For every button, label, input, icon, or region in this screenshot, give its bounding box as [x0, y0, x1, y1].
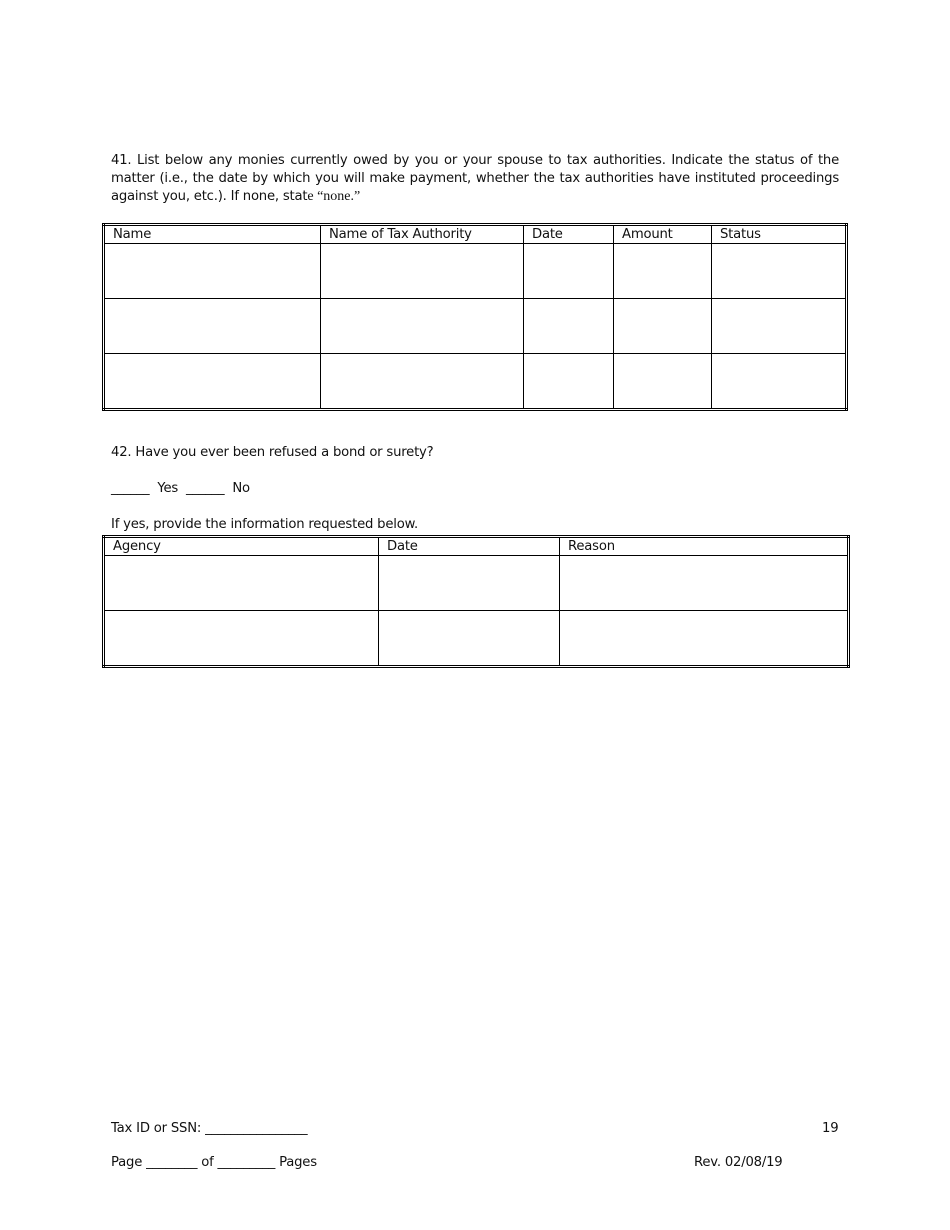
reason-cell[interactable] [560, 556, 849, 611]
table-header-row [104, 537, 849, 556]
date-cell[interactable] [379, 611, 560, 667]
col-header-date: Date [379, 537, 560, 556]
name-cell[interactable] [104, 354, 321, 410]
amount-cell[interactable] [614, 354, 712, 410]
page-count-field[interactable]: Page ________ of _________ Pages [111, 1155, 317, 1170]
table-row [104, 299, 847, 354]
agency-cell[interactable] [104, 556, 379, 611]
name-cell[interactable] [104, 299, 321, 354]
yes-label: Yes [157, 481, 179, 496]
col-header-amount: Amount [614, 225, 712, 244]
col-header-status: Status [712, 225, 847, 244]
reason-cell[interactable] [560, 611, 849, 667]
tax-authority-cell[interactable] [321, 244, 524, 299]
col-header-reason: Reason [560, 537, 849, 556]
bond-refusal-table [102, 535, 850, 668]
tax-authority-cell[interactable] [321, 354, 524, 410]
name-cell[interactable] [104, 244, 321, 299]
col-header-tax-authority: Name of Tax Authority [321, 225, 524, 244]
status-cell[interactable] [712, 299, 847, 354]
date-cell[interactable] [524, 244, 614, 299]
date-cell[interactable] [379, 556, 560, 611]
agency-cell[interactable] [104, 611, 379, 667]
no-blank[interactable]: ______ [186, 481, 225, 496]
followup-text: If yes, provide the information requested below. [111, 517, 418, 532]
question-42-text: 42. Have you ever been refused a bond or surety? [111, 445, 434, 460]
question-41-main: 41. List below any monies currently owed by you or your spouse to tax authorities. Indicate the status of the matter (i.e., the date by which you will make payment, whether the tax authorities have instituted proceedings against you, etc.). If none, stat [111, 153, 839, 204]
table-row [104, 556, 849, 611]
table-row [104, 611, 849, 667]
tax-authority-cell[interactable] [321, 299, 524, 354]
question-41-tail: e “none.” [307, 189, 361, 204]
col-header-date: Date [524, 225, 614, 244]
tax-monies-table [102, 223, 848, 411]
question-41-text [111, 152, 839, 206]
yes-no-line [111, 481, 250, 496]
page-number: 19 [822, 1121, 839, 1136]
date-cell[interactable] [524, 354, 614, 410]
status-cell[interactable] [712, 354, 847, 410]
amount-cell[interactable] [614, 299, 712, 354]
tax-id-field[interactable]: Tax ID or SSN: ________________ [111, 1121, 308, 1136]
no-label: No [232, 481, 250, 496]
amount-cell[interactable] [614, 244, 712, 299]
revision-date: Rev. 02/08/19 [694, 1155, 783, 1170]
table-header-row [104, 225, 847, 244]
table-row [104, 354, 847, 410]
yes-blank[interactable]: ______ [111, 481, 150, 496]
status-cell[interactable] [712, 244, 847, 299]
col-header-agency: Agency [104, 537, 379, 556]
col-header-name: Name [104, 225, 321, 244]
table-row [104, 244, 847, 299]
date-cell[interactable] [524, 299, 614, 354]
